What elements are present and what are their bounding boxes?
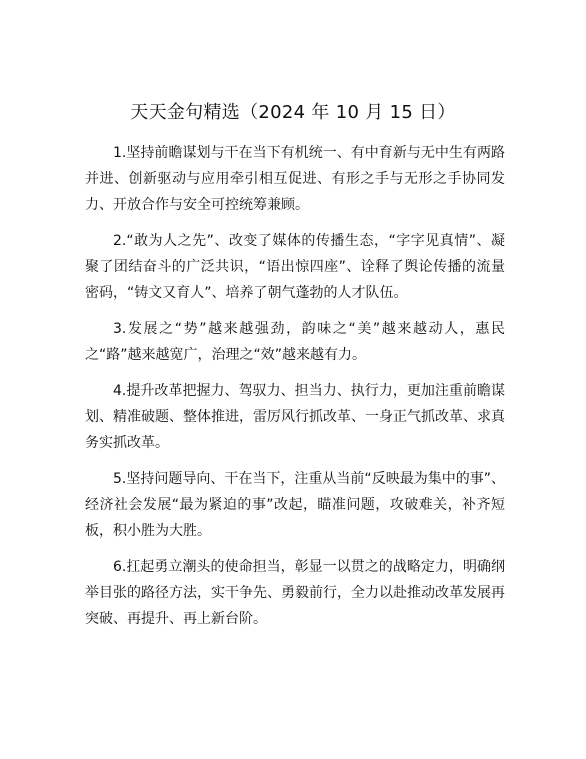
paragraph-1: 1.坚持前瞻谋划与干在当下有机统一、有中育新与无中生有两路并进、创新驱动与应用牵引相互促进、有形之手与无形之手协同发力、开放合作与安全可控统筹兼顾。 (85, 145, 505, 213)
paragraph-3: 3.发展之“势”越来越强劲，韵味之“美”越来越动人，惠民之“路”越来越宽广，治理之“效”越来越有力。 (85, 321, 505, 363)
document-body (85, 140, 505, 642)
paragraph-2: 2.“敢为人之先”、改变了媒体的传播生态，“字字见真情”、凝聚了团结奋斗的广泛共识，“语出惊四座”、诠释了舆论传播的流量密码，“铸文又育人”、培养了朝气蓬勃的人才队伍。 (85, 233, 505, 301)
paragraph-4: 4.提升改革把握力、驾驭力、担当力、执行力，更加注重前瞻谋划、精准破题、整体推进，雷厉风行抓改革、一身正气抓改革、求真务实抓改革。 (85, 383, 505, 451)
paragraph-6: 6.扛起勇立潮头的使命担当，彰显一以贯之的战略定力，明确纲举目张的路径方法，实干争先、勇毅前行，全力以赴推动改革发展再突破、再提升、再上新台阶。 (85, 559, 505, 627)
paragraph-5: 5.坚持问题导向、干在当下，注重从当前“反映最为集中的事”、经济社会发展“最为紧迫的事”改起，瞄准问题，攻破难关，补齐短板，积小胜为大胜。 (85, 471, 505, 539)
document-title: 天天金句精选（2024 年 10 月 15 日） (130, 102, 456, 123)
